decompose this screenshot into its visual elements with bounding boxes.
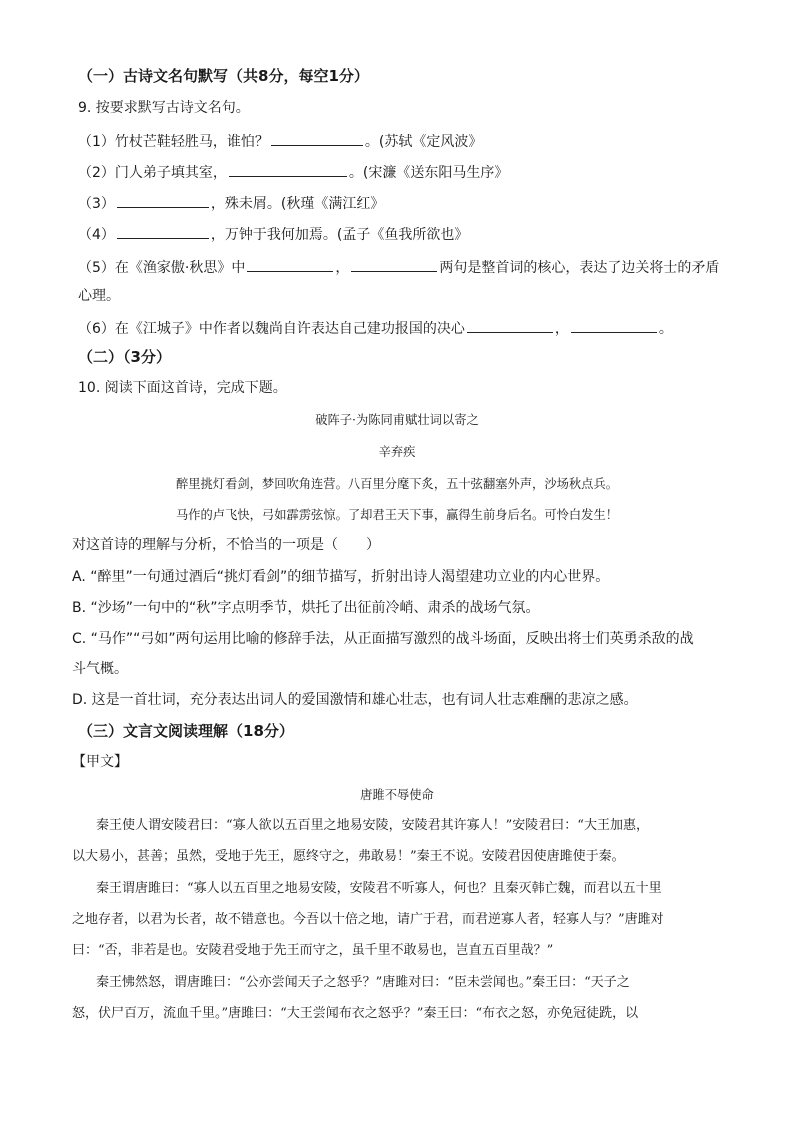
- question-stem: 对这首诗的理解与分析，不恰当的一项是（ ）: [72, 537, 380, 553]
- item-text: （2）门人弟子填其室，: [78, 165, 227, 181]
- item-text: ，: [335, 260, 350, 276]
- text-label: 【甲文】: [72, 754, 128, 770]
- fill-item-5-cont: 心理。: [78, 288, 120, 304]
- option-d[interactable]: D. 这是一首壮词，充分表达出词人的爱国激情和雄心壮志，也有词人壮志难酬的悲凉之感。: [72, 692, 638, 708]
- para1-line1: 秦王使人谓安陵君曰：“寡人欲以五百里之地易安陵，安陵君其许寡人！”安陵君曰：“大王加惠，: [96, 818, 649, 833]
- answer-blank[interactable]: [467, 317, 553, 333]
- item-text: （1）竹杖芒鞋轻胜马，谁怕？: [78, 134, 269, 150]
- answer-blank[interactable]: [229, 161, 347, 177]
- para2-line1: 秦王谓唐雎曰：“寡人以五百里之地易安陵，安陵君不听寡人，何也？且秦灭韩亡魏，而君以五十里: [96, 881, 662, 896]
- poem-line-1: 醉里挑灯看剑，梦回吹角连营。八百里分麾下炙，五十弦翻塞外声，沙场秋点兵。: [175, 476, 619, 491]
- answer-blank[interactable]: [247, 256, 333, 272]
- fill-item-3: [78, 192, 384, 214]
- para3-line2: 怒，伏尸百万，流血千里。”唐雎曰：“大王尝闻布衣之怒乎？”秦王曰：“布衣之怒，亦免冠徒跣，以: [72, 1006, 639, 1021]
- para1-line2: 以大易小，甚善；虽然，受地于先王，愿终守之，弗敢易！”秦王不说。安陵君因使唐雎使于秦。: [72, 849, 625, 864]
- answer-blank[interactable]: [117, 223, 209, 239]
- poem-author: 辛弃疾: [378, 444, 416, 459]
- fill-item-5: [78, 256, 719, 278]
- text-title: 唐雎不辱使命: [360, 787, 434, 802]
- para2-line3: 曰：“否，非若是也。安陵君受地于先王而守之，虽千里不敢易也，岂直五百里哉？”: [72, 943, 554, 958]
- section2-title: （二）（3分）: [78, 348, 171, 366]
- item-text: 。: [658, 321, 673, 337]
- fill-item-2: [78, 161, 508, 183]
- option-c-cont: 斗气概。: [72, 661, 128, 677]
- fill-item-6: [78, 317, 673, 339]
- section1-title: （一）古诗文名句默写（共8分，每空1分）: [78, 67, 369, 85]
- answer-blank[interactable]: [351, 256, 437, 272]
- item-text: 。(苏轼《定风波》: [364, 134, 483, 150]
- item-text: （3）: [78, 196, 115, 212]
- fill-item-4: [78, 223, 468, 245]
- poem-title: 破阵子·为陈同甫赋壮词以寄之: [315, 412, 479, 427]
- option-b[interactable]: B. “沙场”一句中的“秋”字点明季节，烘托了出征前冷峭、肃杀的战场气氛。: [72, 600, 540, 616]
- section3-title: （三）文言文阅读理解（18分）: [78, 722, 294, 740]
- item-text: （4）: [78, 227, 115, 243]
- item-text: （6）在《江城子》中作者以魏尚自许表达自己建功报国的决心: [78, 321, 465, 337]
- item-text: ，万钟于我何加焉。(孟子《鱼我所欲也》: [210, 227, 469, 243]
- item-text: ，: [554, 321, 569, 337]
- question-9: 9. 按要求默写古诗文名句。: [78, 100, 250, 116]
- item-text: 两句是整首词的核心，表达了边关将士的矛盾: [439, 260, 720, 276]
- para2-line2: 之地存者，以君为长者，故不错意也。今吾以十倍之地，请广于君，而君逆寡人者，轻寡人与？”唐雎对: [72, 912, 664, 927]
- item-text: （5）在《渔家傲·秋思》中: [78, 260, 246, 276]
- fill-item-1: [78, 130, 482, 152]
- question-10: 10. 阅读下面这首诗，完成下题。: [78, 380, 287, 396]
- item-text: 。(宋濂《送东阳马生序》: [348, 165, 509, 181]
- option-c[interactable]: C. “马作”“弓如”两句运用比喻的修辞手法，从正面描写激烈的战斗场面，反映出将士们英勇杀敌的战: [72, 631, 694, 647]
- poem-line-2: 马作的卢飞快，弓如霹雳弦惊。了却君王天下事，赢得生前身后名。可怜白发生！: [175, 507, 619, 522]
- answer-blank[interactable]: [117, 192, 209, 208]
- item-text: ，殊未屑。(秋瑾《满江红》: [210, 196, 385, 212]
- option-a[interactable]: A. “醉里”一句通过酒后“挑灯看剑”的细节描写，折射出诗人渴望建功立业的内心世界。: [72, 569, 610, 585]
- para3-line1: 秦王怫然怒，谓唐雎曰：“公亦尝闻天子之怒乎？”唐雎对曰：“臣未尝闻也。”秦王曰：“天子之: [96, 975, 630, 990]
- answer-blank[interactable]: [571, 317, 657, 333]
- answer-blank[interactable]: [271, 130, 363, 146]
